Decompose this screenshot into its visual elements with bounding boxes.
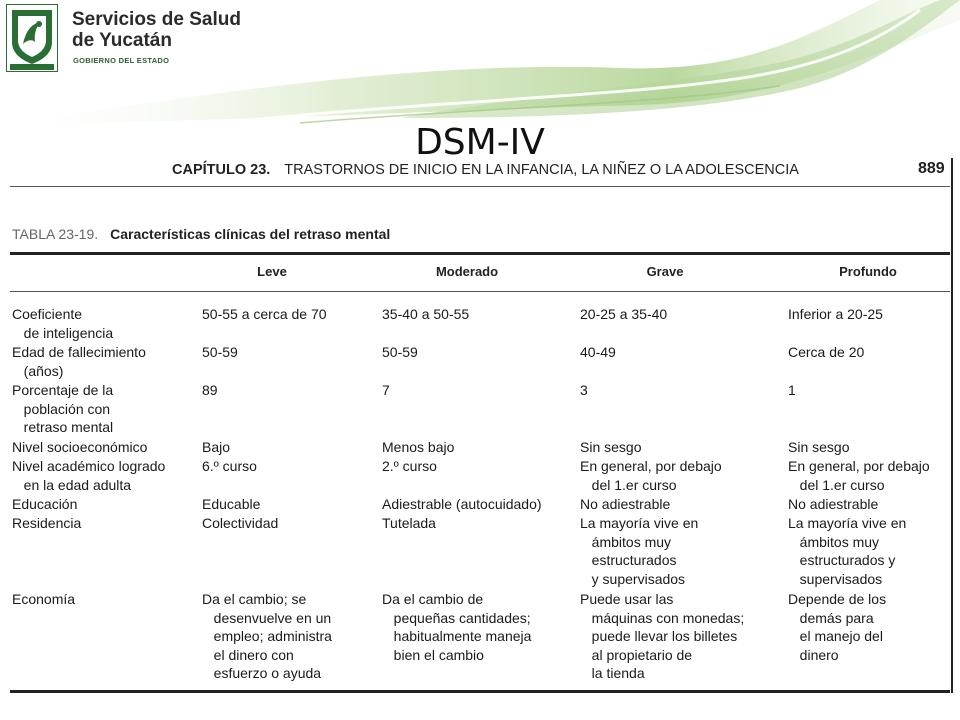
row-label: Coeficiente de inteligencia — [12, 306, 114, 341]
table-cell: No adiestrable — [580, 496, 671, 512]
table-cell: Depende de los demás para el manejo del dinero — [788, 591, 887, 663]
table-cell: Menos bajo — [382, 439, 455, 455]
row-label: Economía — [12, 591, 76, 607]
org-name-line2: de Yucatán — [72, 30, 172, 51]
column-header-grave: Grave — [646, 264, 684, 279]
org-name-line1: Servicios de Salud — [72, 9, 241, 30]
table-cell: Colectividad — [202, 515, 279, 531]
table-cell: Tutelada — [382, 515, 436, 531]
table-cell: Inferior a 20-25 — [788, 306, 883, 322]
table-cell: Adiestrable (autocuidado) — [382, 496, 542, 512]
table-cell: La mayoría vive en ámbitos muy estructurados y supervisados — [580, 515, 699, 587]
table-cell: Educable — [202, 496, 261, 512]
table-cell: Da el cambio de pequeñas cantidades; habitualmente maneja bien el cambio — [382, 591, 532, 663]
chapter-heading — [172, 162, 799, 178]
table-cell: 89 — [202, 382, 218, 398]
row-label: Nivel socioeconómico — [12, 439, 148, 455]
chapter-number: CAPÍTULO 23. — [172, 162, 271, 178]
column-header-moderado: Moderado — [435, 264, 499, 279]
table-cell: En general, por debajo del 1.er curso — [580, 458, 722, 493]
table-rule-bottom — [10, 690, 950, 693]
table-cell: 35-40 a 50-55 — [382, 306, 470, 322]
table-cell: 2.º curso — [382, 458, 437, 474]
table-rule-header — [10, 291, 950, 292]
table-cell: Puede usar las máquinas con monedas; puede llevar los billetes al propietario de la tienda — [580, 591, 745, 681]
table-cell: No adiestrable — [788, 496, 879, 512]
table-cell: 1 — [788, 382, 796, 398]
table-title: Características clínicas del retraso mental — [110, 226, 391, 242]
column-header-leve: Leve — [257, 264, 287, 279]
table-cell: Bajo — [202, 439, 231, 455]
table-cell: Da el cambio; se desenvuelve en un empleo; administra el dinero con esfuerzo o ayuda — [202, 591, 332, 681]
table-cell: Cerca de 20 — [788, 344, 865, 360]
table-cell: 7 — [382, 382, 390, 398]
table-cell: 20-25 a 35-40 — [580, 306, 668, 322]
row-label: Edad de fallecimiento (años) — [12, 344, 146, 379]
table-label: TABLA 23-19. — [12, 226, 99, 242]
table-cell: Sin sesgo — [580, 439, 642, 455]
page-number: 889 — [918, 160, 945, 177]
table-rule-top — [10, 252, 950, 255]
table-cell: 50-59 — [202, 344, 238, 360]
chapter-title: TRASTORNOS DE INICIO EN LA INFANCIA, LA NIÑEZ O LA ADOLESCENCIA — [284, 162, 799, 178]
header-banner — [0, 0, 960, 125]
table-cell: La mayoría vive en ámbitos muy estructurados y supervisados — [788, 515, 907, 587]
row-label: Educación — [12, 496, 78, 512]
table-cell: 50-59 — [382, 344, 418, 360]
column-header-profundo: Profundo — [839, 264, 897, 279]
page-edge — [951, 158, 953, 693]
table-cell: 3 — [580, 382, 588, 398]
table-cell: Sin sesgo — [788, 439, 850, 455]
row-label: Residencia — [12, 515, 82, 531]
shield-logo — [6, 4, 58, 72]
row-label: Porcentaje de la población con retraso mental — [12, 382, 114, 435]
table-cell: 50-55 a cerca de 70 — [202, 306, 327, 322]
org-subtitle: GOBIERNO DEL ESTADO — [73, 56, 170, 65]
table-caption — [12, 226, 390, 242]
row-label: Nivel académico logrado en la edad adulta — [12, 458, 166, 493]
table-cell: En general, por debajo del 1.er curso — [788, 458, 930, 493]
table-cell: 40-49 — [580, 344, 616, 360]
slide-title: DSM-IV — [415, 122, 545, 163]
chapter-rule — [10, 186, 950, 187]
table-cell: 6.º curso — [202, 458, 257, 474]
